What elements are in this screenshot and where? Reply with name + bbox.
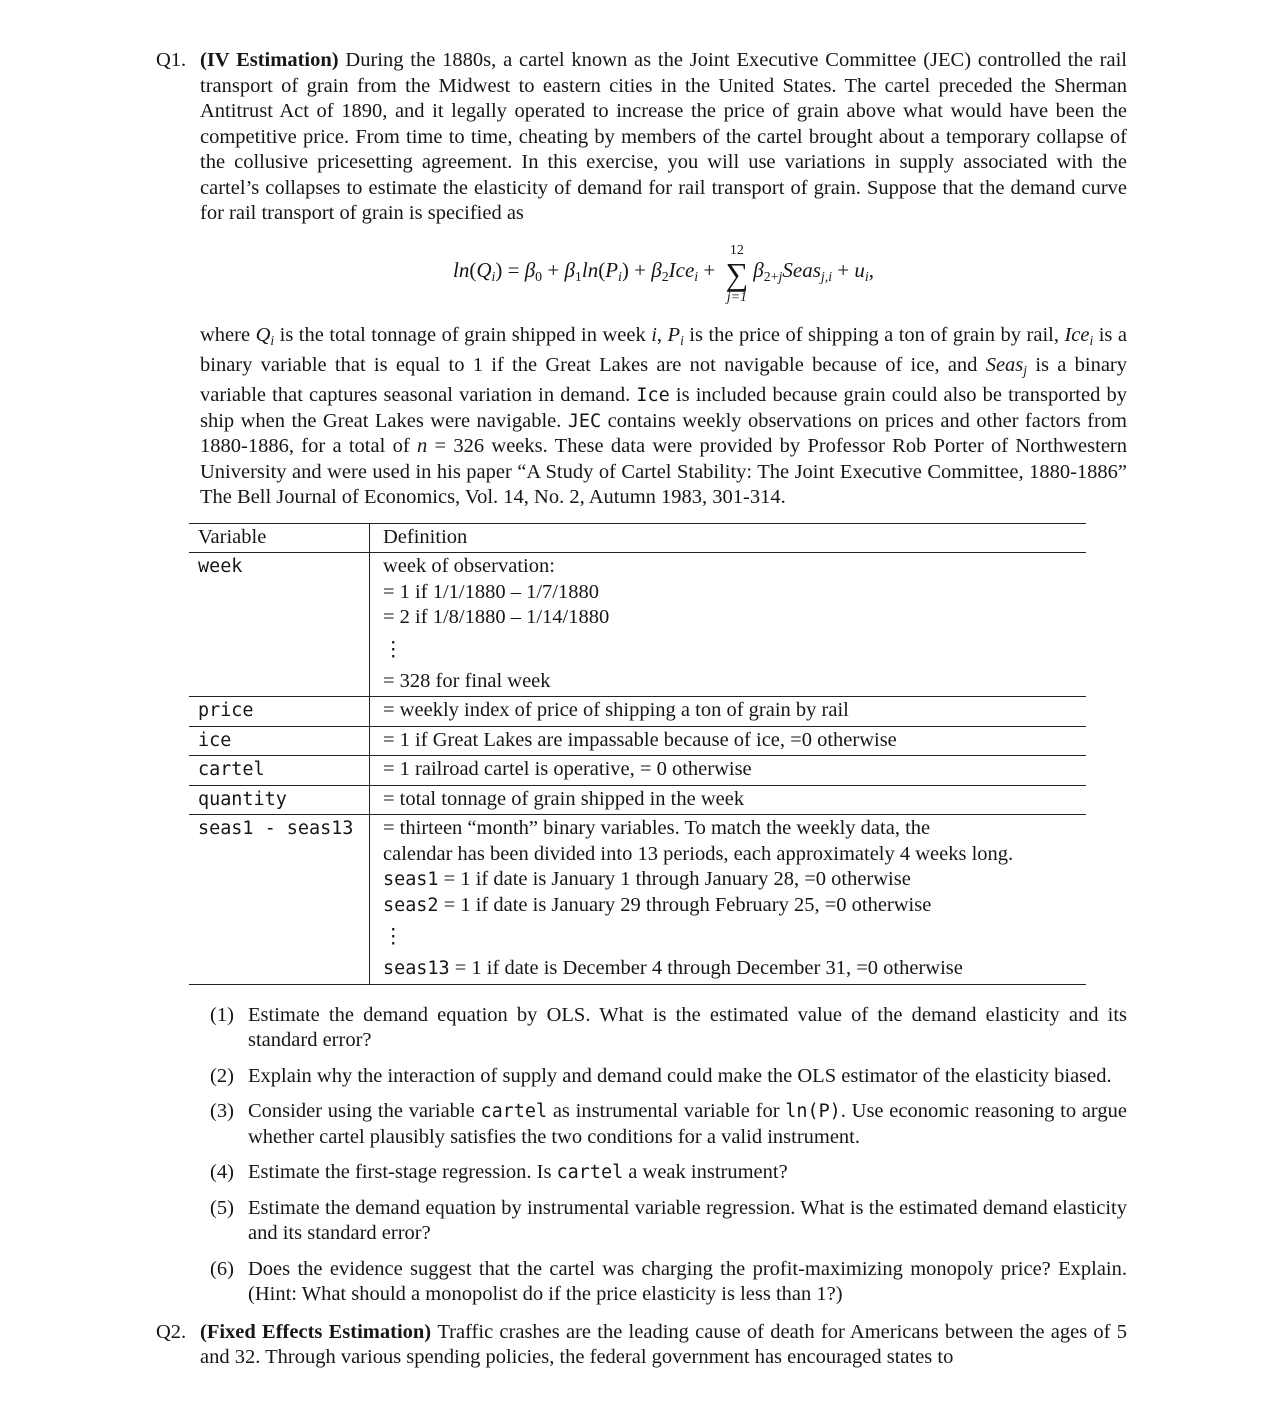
subquestion-text: Explain why the interaction of supply and demand could make the OLS estimator of the elasticity biased. bbox=[248, 1064, 1112, 1087]
page-content bbox=[156, 48, 1128, 1371]
table-row-price bbox=[189, 697, 1086, 727]
subquestion-text: Estimate the demand equation by instrumental variable regression. What is the estimated demand elasticity and its standard error? bbox=[248, 1196, 1127, 1245]
question-2 bbox=[156, 1320, 1128, 1371]
subquestion-2 bbox=[200, 1064, 1127, 1090]
definition-cell: = 1 railroad cartel is operative, = 0 otherwise bbox=[370, 756, 1087, 786]
subquestion-number: (6) bbox=[210, 1257, 234, 1280]
subquestion-number: (5) bbox=[210, 1196, 234, 1219]
q1-intro-paragraph: (IV Estimation) During the 1880s, a cartel known as the Joint Executive Committee (JEC) controlled the rail transport of grain from the Midwest to eastern cities in the United States. The cartel preceded the Sherman Antitrust Act of 1890, and it legally operated to increase the price of grain above what would have been the competitive price. From time to time, cheating by members of the cartel brought about a temporary collapse of the collusive pricesetting agreement. In this exercise, you will use variations in supply associated with the cartel’s collapses to estimate the elasticity of demand for rail transport of grain. Suppose that the demand curve for rail transport of grain is specified as bbox=[200, 49, 1127, 224]
variable-cell: price bbox=[189, 697, 370, 727]
subquestion-text: Estimate the first-stage regression. Is cartel a weak instrument? bbox=[248, 1161, 788, 1184]
subquestion-5 bbox=[200, 1196, 1127, 1247]
variable-cell: seas1 - seas13 bbox=[189, 815, 370, 985]
subquestion-number: (1) bbox=[210, 1003, 234, 1026]
table-row-quantity bbox=[189, 785, 1086, 815]
q2-intro-paragraph: (Fixed Effects Estimation) Traffic crashes are the leading cause of death for Americans between the ages of 5 and 32. Through various spending policies, the federal government has encouraged states to bbox=[200, 1320, 1128, 1369]
subquestion-6 bbox=[200, 1257, 1127, 1308]
table-row-ice bbox=[189, 726, 1086, 756]
definition-cell: = total tonnage of grain shipped in the week bbox=[370, 785, 1087, 815]
subquestion-number: (2) bbox=[210, 1064, 234, 1087]
equation-left-part: ln(Qi) = β0 + β1ln(Pi) + β2Icei + bbox=[452, 257, 721, 284]
definition-cell: = 1 if Great Lakes are impassable because of ice, =0 otherwise bbox=[370, 726, 1087, 756]
subquestion-3 bbox=[200, 1099, 1127, 1150]
table-row-seas bbox=[189, 815, 1086, 985]
demand-equation bbox=[200, 231, 1127, 317]
table-body bbox=[189, 553, 1086, 985]
summation-upper-limit: 12 bbox=[729, 242, 744, 258]
column-header-variable: Variable bbox=[189, 523, 370, 553]
table-header-row bbox=[189, 523, 1086, 553]
variable-cell: ice bbox=[189, 726, 370, 756]
subquestion-number: (4) bbox=[210, 1161, 234, 1184]
subquestion-text: Consider using the variable cartel as instrumental variable for ln(P). Use economic reasoning to argue whether cartel plausibly satisfies the two conditions for a valid instrument. bbox=[248, 1100, 1127, 1148]
table-row-cartel bbox=[189, 756, 1086, 786]
sigma-symbol: ∑ bbox=[725, 255, 749, 292]
question-1 bbox=[156, 48, 1128, 1308]
table-header bbox=[189, 523, 1086, 553]
q1-subquestion-list bbox=[200, 1003, 1127, 1308]
variable-cell: cartel bbox=[189, 756, 370, 786]
q1-variables-paragraph: where Qi is the total tonnage of grain shipped in week i, Pi is the price of shipping a ton of grain by rail, Icei is a binary variable that is equal to 1 if the Great Lakes are not navigable because of ice, and Seasj is a binary variable that captures seasonal variation in demand. Ice is included because grain could also be transported by ship when the Great Lakes were navigable. JEC contains weekly observations on prices and other factors from 1880-1886, for a total of n = 326 weeks. These data were provided by Professor Rob Porter of Northwestern University and were used in his paper “A Study of Cartel Stability: The Joint Executive Committee, 1880-1886” The Bell Journal of Economics, Vol. 14, No. 2, Autumn 1983, 301-314. bbox=[200, 323, 1128, 509]
definition-cell: week of observation: = 1 if 1/1/1880 – 1/7/1880 = 2 if 1/8/1880 – 1/14/1880 ⋮ = 328 for final week bbox=[370, 553, 1087, 697]
definition-cell: = weekly index of price of shipping a ton of grain by rail bbox=[370, 697, 1087, 727]
definition-cell: = thirteen “month” binary variables. To match the weekly data, the calendar has been divided into 13 periods, each approximately 4 weeks long. seas1 = 1 if date is January 1 through January 28, =0 otherwise seas2 = 1 if date is January 29 through February 25, =0 otherwise ⋮ seas13 = 1 if date is December 4 through December 31, =0 otherwise bbox=[370, 815, 1087, 985]
q1-label: Q1. bbox=[156, 49, 187, 71]
variable-cell: quantity bbox=[189, 785, 370, 815]
variable-cell: week bbox=[189, 553, 370, 697]
table-row-week bbox=[189, 553, 1086, 697]
subquestion-4 bbox=[200, 1160, 1127, 1186]
summation-lower-limit: j=1 bbox=[726, 289, 748, 305]
subquestion-number: (3) bbox=[210, 1100, 234, 1123]
equation-right-part: β2+jSeasj,i + ui, bbox=[753, 257, 874, 284]
subquestion-text: Does the evidence suggest that the cartel was charging the profit-maximizing monopoly price? Explain. (Hint: What should a monopolist do if the price elasticity is less than 1?) bbox=[248, 1257, 1127, 1306]
column-header-definition: Definition bbox=[370, 523, 1087, 553]
subquestion-1 bbox=[200, 1003, 1127, 1054]
subquestion-text: Estimate the demand equation by OLS. What is the estimated value of the demand elasticity and its standard error? bbox=[248, 1003, 1127, 1052]
variable-definition-table bbox=[189, 523, 1086, 985]
q2-label: Q2. bbox=[156, 1320, 187, 1343]
summation-operator bbox=[725, 243, 748, 305]
